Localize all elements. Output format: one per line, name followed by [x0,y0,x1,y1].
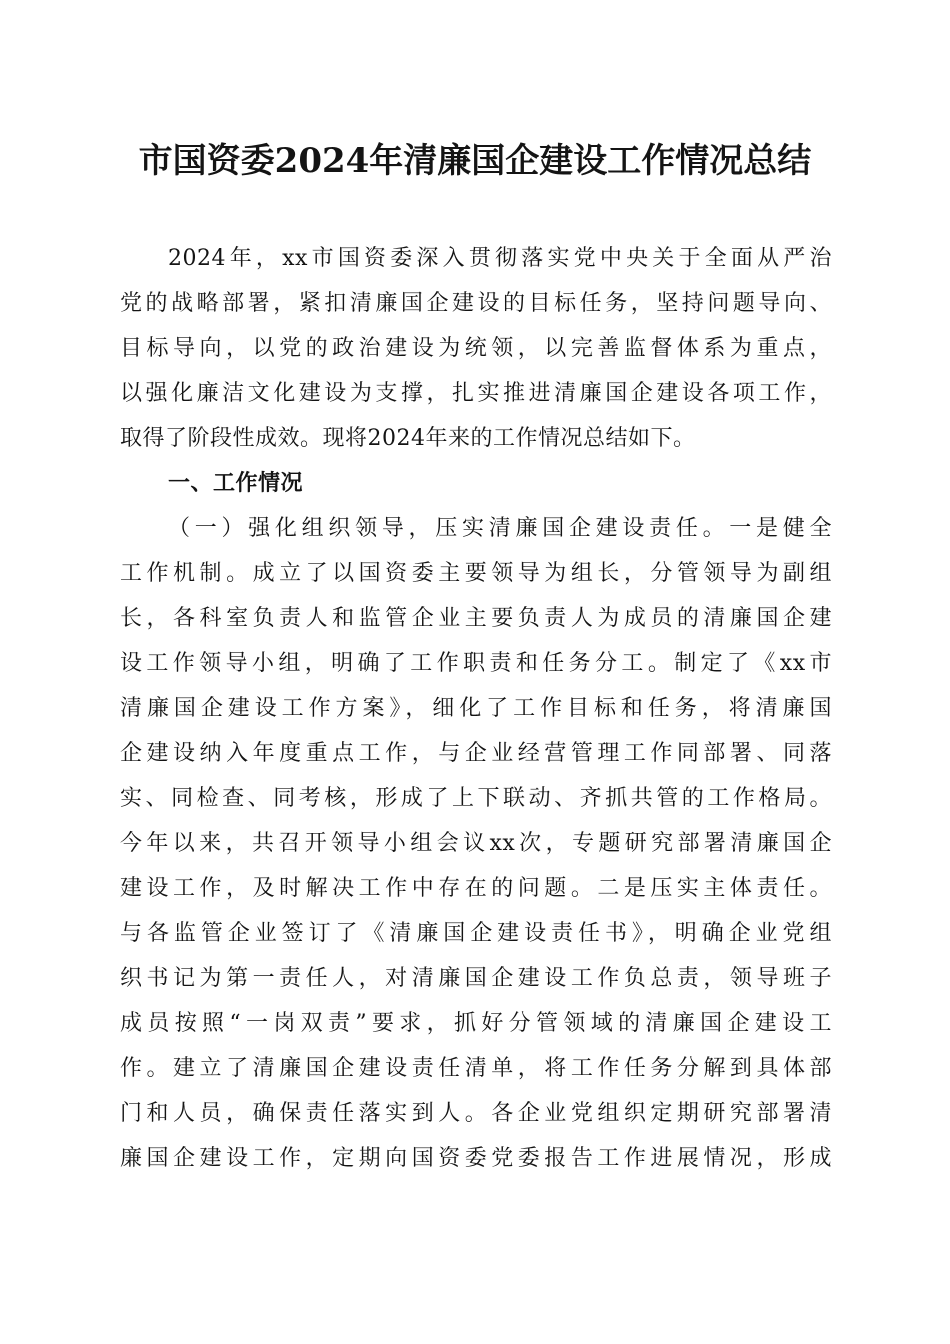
paragraph-line: （一）强化组织领导，压实清廉国企建设责任。一是健全 [168,516,832,541]
paragraph-line: 廉国企建设工作，定期向国资委党委报告工作进展情况，形成 [120,1146,832,1171]
document-title: 市国资委2024年清廉国企建设工作情况总结 [138,141,812,181]
paragraph-line: 实、同检查、同考核，形成了上下联动、齐抓共管的工作格局。 [120,786,832,811]
paragraph-line: 党的战略部署，紧扣清廉国企建设的目标任务，坚持问题导向、 [120,291,832,316]
paragraph-line: 门和人员，确保责任落实到人。各企业党组织定期研究部署清 [120,1101,832,1126]
paragraph-line: 以强化廉洁文化建设为支撑，扎实推进清廉国企建设各项工作， [120,381,832,406]
paragraph-line: 设工作领导小组，明确了工作职责和任务分工。制定了《xx市 [120,651,832,676]
paragraph-line: 企建设纳入年度重点工作，与企业经营管理工作同部署、同落 [120,741,832,766]
paragraph-line: 长，各科室负责人和监管企业主要负责人为成员的清廉国企建 [120,606,832,631]
paragraph-line: 织书记为第一责任人，对清廉国企建设工作负总责，领导班子 [120,966,832,991]
paragraph-line: 取得了阶段性成效。现将2024年来的工作情况总结如下。 [120,426,696,451]
section-heading: 一、工作情况 [168,471,304,496]
paragraph-line: 清廉国企建设工作方案》，细化了工作目标和任务，将清廉国 [120,696,832,721]
paragraph-line: 成员按照“一岗双责”要求，抓好分管领域的清廉国企建设工 [120,1011,832,1036]
paragraph-line: 作。建立了清廉国企建设责任清单，将工作任务分解到具体部 [120,1056,832,1081]
paragraph-line: 2024年，xx市国资委深入贯彻落实党中央关于全面从严治 [168,246,832,271]
paragraph-line: 建设工作，及时解决工作中存在的问题。二是压实主体责任。 [120,876,832,901]
paragraph-line: 与各监管企业签订了《清廉国企建设责任书》，明确企业党组 [120,921,832,946]
paragraph-line: 今年以来，共召开领导小组会议xx次，专题研究部署清廉国企 [120,831,832,856]
paragraph-line: 目标导向，以党的政治建设为统领，以完善监督体系为重点， [120,336,832,361]
document-body [120,236,832,1181]
paragraph-line: 工作机制。成立了以国资委主要领导为组长，分管领导为副组 [120,561,832,586]
